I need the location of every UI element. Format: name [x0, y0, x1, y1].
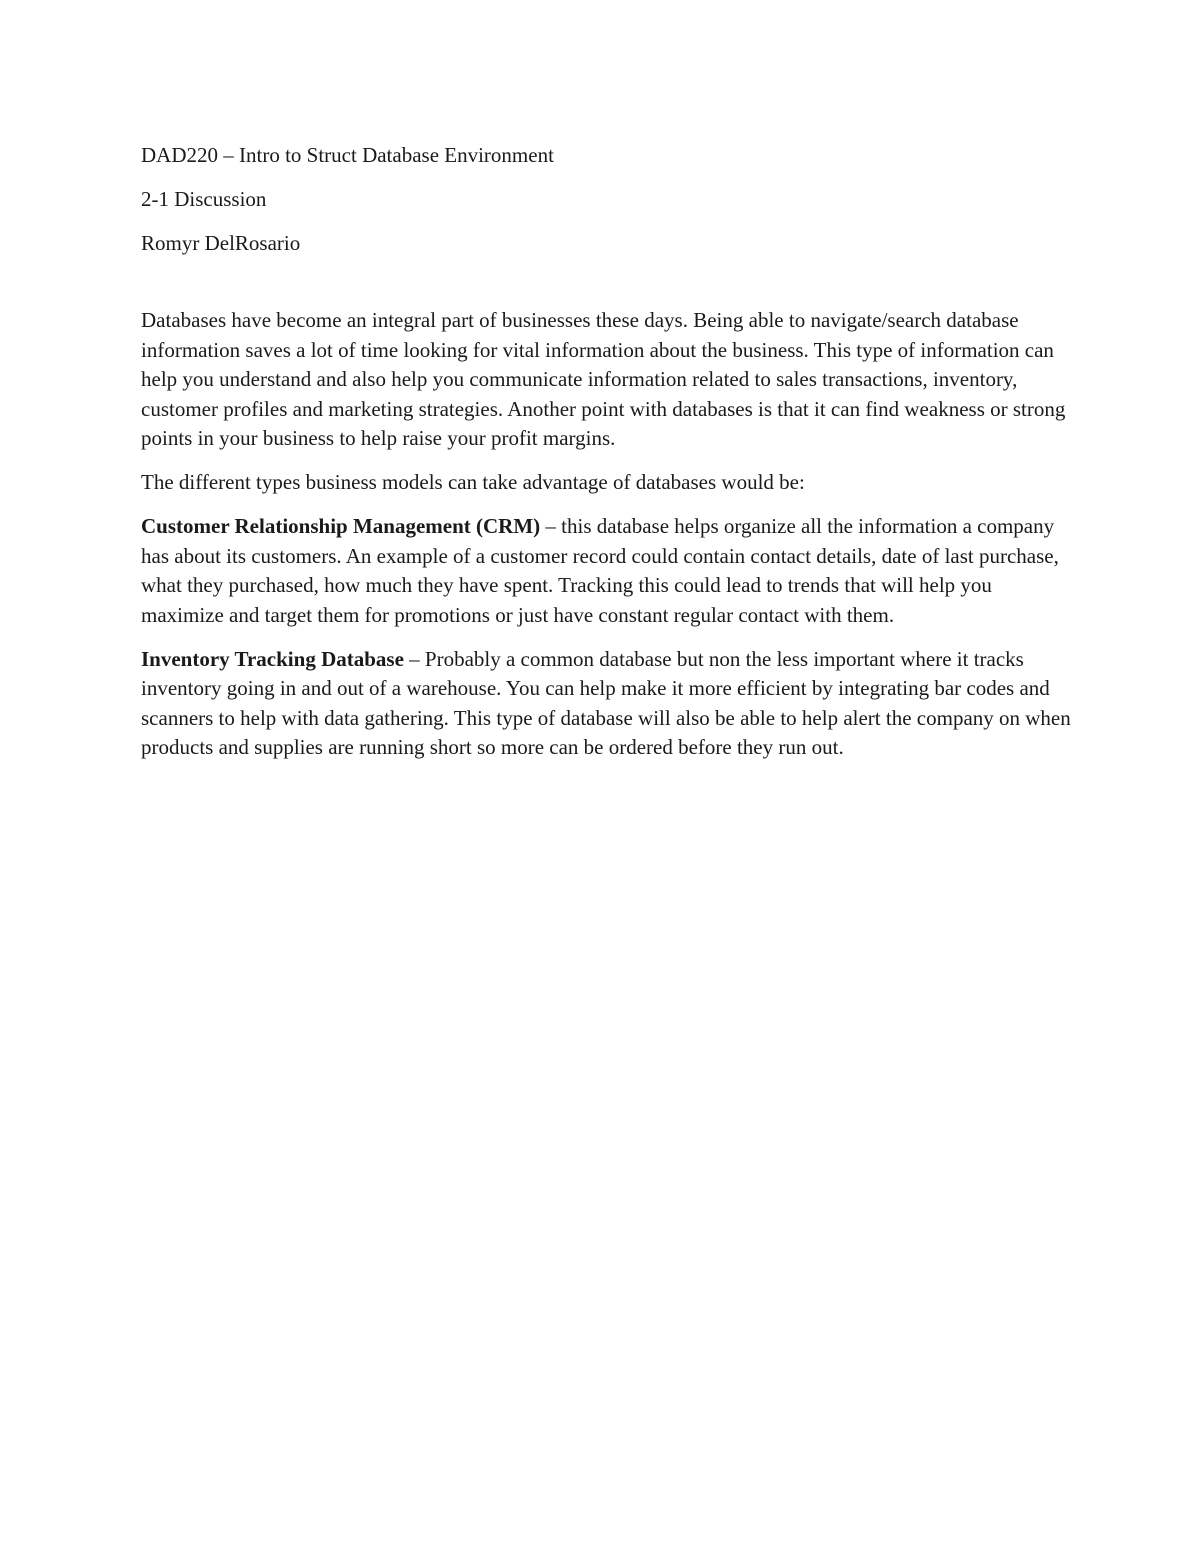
author-name: Romyr DelRosario: [141, 231, 301, 255]
crm-term: Customer Relationship Management (CRM): [141, 514, 541, 538]
assignment-title: 2-1 Discussion: [141, 187, 267, 211]
inventory-term: Inventory Tracking Database: [141, 646, 404, 671]
models-intro-paragraph: The different types business models can take advantage of databases would be:: [141, 470, 805, 494]
crm-description: – this database helps organize all the information a company has about its customers. An example of a customer record could contain contact details, date of last purchase, what they purchased, how much they have spent. Tracking this could lead to trends that will help you maximize and target them for promotions or just have constant regular contact with them.: [141, 514, 1059, 627]
intro-paragraph: Databases have become an integral part of businesses these days. Being able to navigate/search database information saves a lot of time looking for vital information about the business. This type of information can help you understand and also help you communicate information related to sales transactions, inventory, customer profiles and marketing strategies. Another point with databases is that it can find weakness or strong points in your business to help raise your profit margins.: [141, 308, 1066, 450]
inventory-description: – Probably a common database but non the less important where it tracks inventory going in and out of a warehouse. You can help make it more efficient by integrating bar codes and scanners to help with data gathering. This type of database will also be able to help alert the company on when products and supplies are running short so more can be ordered before they run out.: [141, 646, 1071, 759]
document-content: [141, 141, 1071, 777]
crm-paragraph: [141, 512, 1071, 630]
blank-line: [141, 273, 1071, 306]
course-title: DAD220 – Intro to Struct Database Environment: [141, 143, 554, 167]
inventory-paragraph: [141, 645, 1071, 763]
